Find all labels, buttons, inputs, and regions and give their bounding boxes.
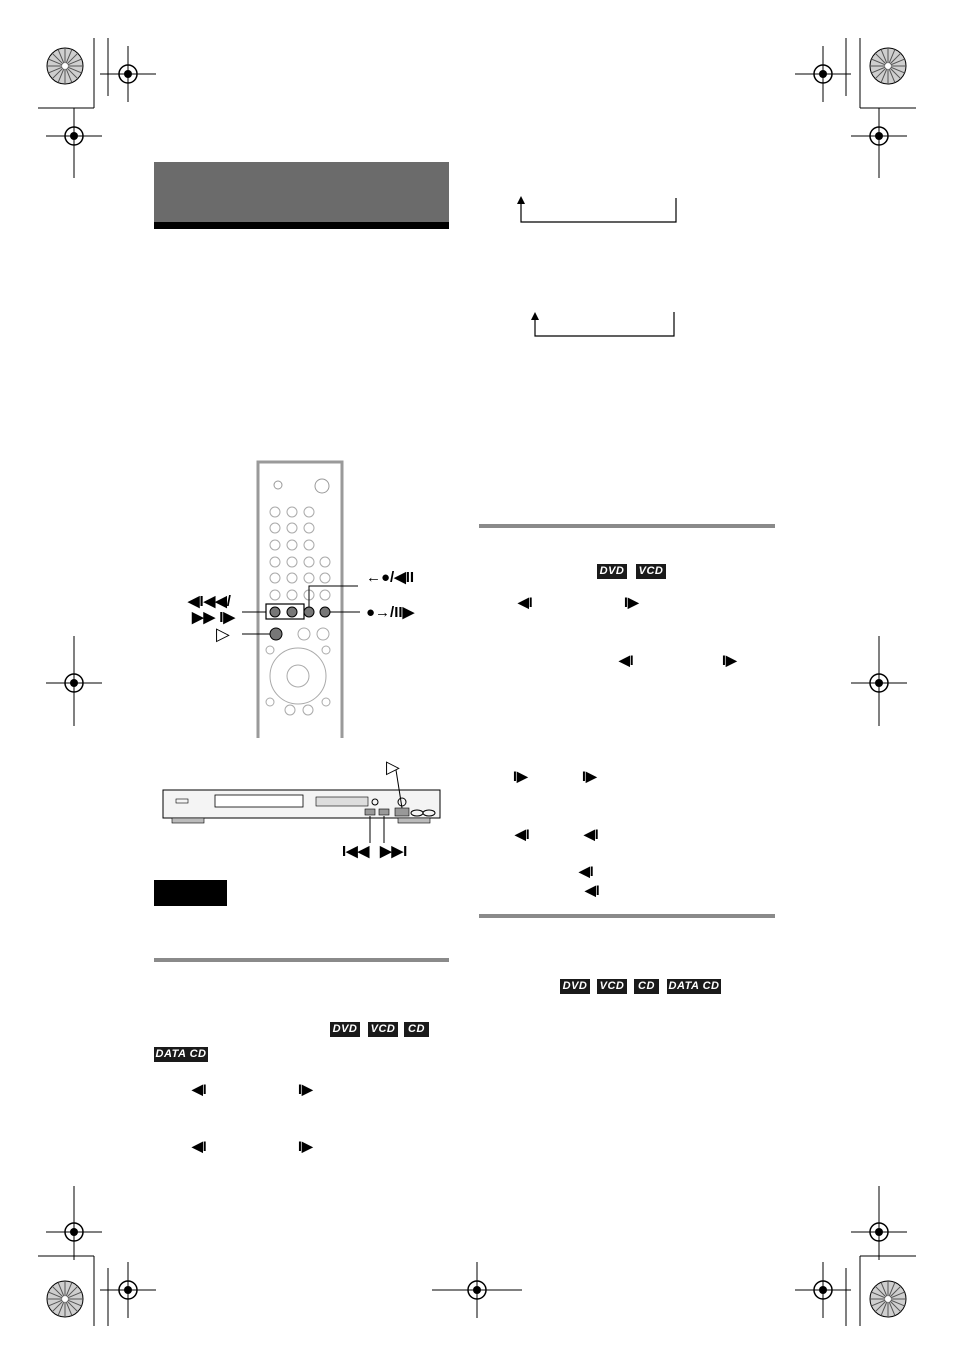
cd-badge: CD <box>634 979 659 994</box>
color-wheel-icon <box>870 1281 906 1317</box>
step-forward-icon: I▶ <box>298 1081 313 1097</box>
registration-mark-icon <box>795 1262 851 1318</box>
step-forward-icon: I▶ <box>298 1138 313 1154</box>
step-reverse-icon: ◀I <box>584 826 599 842</box>
color-wheel-icon <box>47 1281 83 1317</box>
player-next-label: ▶▶I <box>380 843 408 860</box>
step-reverse-icon: ◀I <box>518 594 533 610</box>
step-reverse-icon: ◀I <box>192 1081 207 1097</box>
data-cd-badge: DATA CD <box>155 1048 207 1060</box>
arrow-head-2 <box>531 312 539 320</box>
cd-badge: CD <box>404 1022 429 1037</box>
dvd-badge: DVD <box>330 1022 360 1037</box>
cycle-arrow-1 <box>521 198 676 222</box>
step-forward-icon: I▶ <box>624 594 639 610</box>
section-rule-left <box>154 958 449 962</box>
step-forward-icon: I▶ <box>722 652 737 668</box>
cycle-arrow-2 <box>535 312 674 336</box>
remote-play-label: ▷ <box>216 624 230 644</box>
vcd-badge: VCD <box>636 564 666 579</box>
dvd-badge: DVD <box>560 979 590 994</box>
replay-step-back-label: ←●/◀II <box>366 569 415 586</box>
dvd-player-icon <box>163 770 440 843</box>
vcd-badge: VCD <box>368 1022 398 1037</box>
section-header-bar <box>154 162 449 222</box>
step-reverse-icon: ◀I <box>579 863 594 879</box>
registration-mark-icon <box>795 46 851 102</box>
player-play-label: ▷ <box>386 757 400 777</box>
slow-scan-fwd-label: ▶▶ I▶ <box>192 609 235 626</box>
section-rule-right-1 <box>479 524 775 528</box>
section-rule-right-2 <box>479 914 775 918</box>
color-wheel-icon <box>47 48 83 84</box>
step-reverse-icon: ◀I <box>585 882 600 898</box>
dvd-badge: DVD <box>597 564 627 579</box>
step-forward-icon: I▶ <box>513 768 528 784</box>
advance-step-forward-label: ●→/II▶ <box>366 604 415 621</box>
step-forward-icon: I▶ <box>582 768 597 784</box>
slow-scan-rev-label: ◀I◀◀/ <box>188 593 231 610</box>
color-wheel-icon <box>870 48 906 84</box>
vcd-badge: VCD <box>597 979 627 994</box>
step-reverse-icon: ◀I <box>619 652 634 668</box>
player-prev-label: I◀◀ <box>342 843 370 860</box>
data-cd-badge: DATA CD <box>668 980 720 992</box>
step-reverse-icon: ◀I <box>192 1138 207 1154</box>
note-box <box>154 880 227 906</box>
section-header-rule <box>154 222 449 229</box>
remote-control-icon <box>242 462 360 738</box>
step-reverse-icon: ◀I <box>515 826 530 842</box>
arrow-head-1 <box>517 196 525 204</box>
